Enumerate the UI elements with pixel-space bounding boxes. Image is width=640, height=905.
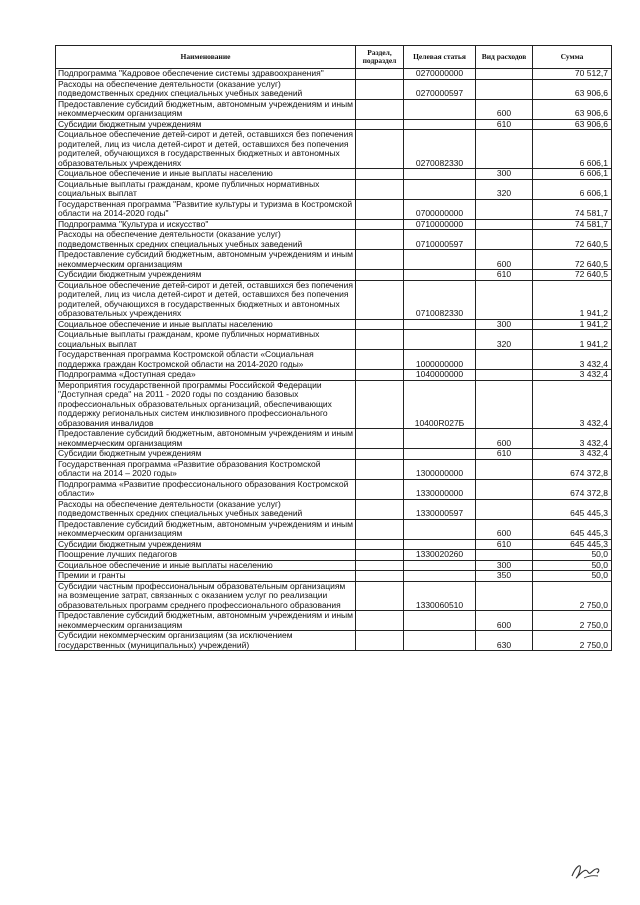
cell-sec	[356, 611, 404, 631]
cell-name: Государственная программа "Развитие культуры и туризма в Костромской области на 2014-2020 годы"	[56, 199, 356, 219]
cell-name: Субсидии бюджетным учреждениям	[56, 449, 356, 460]
table-row	[56, 69, 612, 80]
cell-name: Социальные выплаты гражданам, кроме публичных нормативных социальных выплат	[56, 330, 356, 350]
signature-mark	[566, 856, 606, 886]
table-row	[56, 79, 612, 99]
cell-name: Государственная программа Костромской области «Социальная поддержка граждан Костромской области на 2014-2020 годы»	[56, 350, 356, 370]
cell-vid: 610	[476, 119, 533, 130]
table-row	[56, 250, 612, 270]
cell-art: 0270000000	[404, 69, 476, 80]
cell-sum: 2 750,0	[533, 581, 612, 611]
cell-sum: 74 581,7	[533, 219, 612, 230]
cell-art: 10400R027Б	[404, 380, 476, 429]
cell-sec	[356, 631, 404, 651]
cell-vid	[476, 199, 533, 219]
cell-sec	[356, 270, 404, 281]
cell-vid	[476, 280, 533, 319]
cell-vid	[476, 459, 533, 479]
cell-sum: 6 606,1	[533, 130, 612, 169]
cell-sum: 50,0	[533, 571, 612, 582]
cell-art	[404, 631, 476, 651]
cell-art	[404, 319, 476, 330]
cell-name: Подпрограмма «Развитие профессионального образования Костромской области»	[56, 479, 356, 499]
cell-vid: 350	[476, 571, 533, 582]
cell-sec	[356, 581, 404, 611]
table-row	[56, 571, 612, 582]
table-row	[56, 219, 612, 230]
cell-name: Социальное обеспечение детей-сирот и детей, оставшихся без попечения родителей, лиц из числа детей-сирот и детей, оставшихся без попечения родителей, обучающихся в государственных бюджетных и автономных образовательных учреждениях	[56, 130, 356, 169]
cell-art: 0710000000	[404, 219, 476, 230]
table-row	[56, 270, 612, 281]
cell-sum: 645 445,3	[533, 539, 612, 550]
cell-art: 1330020260	[404, 550, 476, 561]
cell-name: Предоставление субсидий бюджетным, автономным учреждениям и иным некоммерческим организациям	[56, 611, 356, 631]
cell-sec	[356, 179, 404, 199]
table-row	[56, 179, 612, 199]
table-row	[56, 169, 612, 180]
cell-art: 0710082330	[404, 280, 476, 319]
cell-sec	[356, 230, 404, 250]
cell-vid: 300	[476, 560, 533, 571]
cell-vid: 610	[476, 539, 533, 550]
cell-sec	[356, 250, 404, 270]
cell-sec	[356, 130, 404, 169]
cell-art: 1000000000	[404, 350, 476, 370]
cell-name: Подпрограмма «Доступная среда»	[56, 370, 356, 381]
cell-vid: 300	[476, 319, 533, 330]
cell-sec	[356, 280, 404, 319]
cell-sec	[356, 459, 404, 479]
cell-vid	[476, 499, 533, 519]
cell-sec	[356, 429, 404, 449]
cell-art: 1300000000	[404, 459, 476, 479]
cell-sum: 72 640,5	[533, 230, 612, 250]
cell-sum: 2 750,0	[533, 611, 612, 631]
table-row	[56, 611, 612, 631]
table-body	[56, 69, 612, 651]
cell-name: Подпрограмма "Кадровое обеспечение системы здравоохранения"	[56, 69, 356, 80]
cell-vid	[476, 550, 533, 561]
cell-art: 1330060510	[404, 581, 476, 611]
cell-name: Предоставление субсидий бюджетным, автономным учреждениям и иным некоммерческим организациям	[56, 250, 356, 270]
table-row	[56, 449, 612, 460]
cell-sum: 72 640,5	[533, 250, 612, 270]
cell-vid	[476, 581, 533, 611]
cell-name: Социальное обеспечение и иные выплаты населению	[56, 319, 356, 330]
header-section: Раздел, подраздел	[356, 46, 404, 69]
cell-sec	[356, 350, 404, 370]
cell-sum: 74 581,7	[533, 199, 612, 219]
table-row	[56, 370, 612, 381]
cell-sec	[356, 449, 404, 460]
table-row	[56, 581, 612, 611]
cell-sec	[356, 370, 404, 381]
cell-vid: 600	[476, 519, 533, 539]
cell-sec	[356, 519, 404, 539]
cell-art: 0700000000	[404, 199, 476, 219]
document-sheet	[55, 45, 611, 651]
cell-sum: 63 906,6	[533, 99, 612, 119]
cell-vid	[476, 230, 533, 250]
table-row	[56, 539, 612, 550]
table-row	[56, 130, 612, 169]
cell-name: Поощрение лучших педагогов	[56, 550, 356, 561]
cell-sum: 6 606,1	[533, 169, 612, 180]
cell-art: 0270000597	[404, 79, 476, 99]
cell-sec	[356, 69, 404, 80]
cell-sum: 3 432,4	[533, 380, 612, 429]
cell-name: Субсидии бюджетным учреждениям	[56, 119, 356, 130]
table-row	[56, 280, 612, 319]
cell-sec	[356, 330, 404, 350]
cell-art: 1330000000	[404, 479, 476, 499]
cell-art: 0270082330	[404, 130, 476, 169]
table-header-row	[56, 46, 612, 69]
table-row	[56, 99, 612, 119]
cell-sum: 674 372,8	[533, 459, 612, 479]
cell-art	[404, 169, 476, 180]
budget-table	[55, 45, 612, 651]
cell-art: 1040000000	[404, 370, 476, 381]
table-row	[56, 560, 612, 571]
table-row	[56, 119, 612, 130]
cell-sec	[356, 550, 404, 561]
cell-sum: 70 512,7	[533, 69, 612, 80]
cell-vid: 610	[476, 449, 533, 460]
cell-vid	[476, 69, 533, 80]
header-type: Вид расходов	[476, 46, 533, 69]
cell-art: 1330000597	[404, 499, 476, 519]
cell-name: Подпрограмма "Культура и искусство"	[56, 219, 356, 230]
cell-sec	[356, 479, 404, 499]
header-name: Наименование	[56, 46, 356, 69]
cell-vid: 320	[476, 179, 533, 199]
cell-name: Субсидии некоммерческим организациям (за исключением государственных (муниципальных) учреждений)	[56, 631, 356, 651]
cell-vid: 600	[476, 611, 533, 631]
cell-vid	[476, 219, 533, 230]
cell-sum: 72 640,5	[533, 270, 612, 281]
cell-name: Предоставление субсидий бюджетным, автономным учреждениям и иным некоммерческим организациям	[56, 429, 356, 449]
header-article: Целевая статья	[404, 46, 476, 69]
cell-vid: 600	[476, 99, 533, 119]
header-sum: Сумма	[533, 46, 612, 69]
cell-name: Предоставление субсидий бюджетным, автономным учреждениям и иным некоммерческим организациям	[56, 99, 356, 119]
cell-name: Субсидии бюджетным учреждениям	[56, 539, 356, 550]
cell-sec	[356, 499, 404, 519]
table-row	[56, 319, 612, 330]
cell-vid	[476, 350, 533, 370]
cell-sec	[356, 380, 404, 429]
cell-vid	[476, 79, 533, 99]
table-row	[56, 429, 612, 449]
cell-art	[404, 270, 476, 281]
cell-vid	[476, 479, 533, 499]
cell-art: 0710000597	[404, 230, 476, 250]
cell-sec	[356, 199, 404, 219]
cell-sum: 3 432,4	[533, 429, 612, 449]
cell-name: Субсидии частным профессиональным образовательным организациям на возмещение затрат, связанных с оказанием услуг по реализации образовательных программ среднего профессионального образования	[56, 581, 356, 611]
cell-name: Государственная программа «Развитие образования Костромской области на 2014 – 2020 годы»	[56, 459, 356, 479]
cell-sum: 1 941,2	[533, 330, 612, 350]
cell-vid: 610	[476, 270, 533, 281]
table-row	[56, 479, 612, 499]
table-row	[56, 350, 612, 370]
cell-vid	[476, 370, 533, 381]
cell-art	[404, 449, 476, 460]
cell-vid: 320	[476, 330, 533, 350]
cell-sec	[356, 99, 404, 119]
cell-vid: 300	[476, 169, 533, 180]
cell-sum: 645 445,3	[533, 519, 612, 539]
cell-art	[404, 99, 476, 119]
cell-sum: 674 372,8	[533, 479, 612, 499]
cell-sec	[356, 571, 404, 582]
table-row	[56, 519, 612, 539]
cell-art	[404, 611, 476, 631]
cell-vid	[476, 380, 533, 429]
cell-sum: 63 906,6	[533, 119, 612, 130]
cell-art	[404, 429, 476, 449]
cell-name: Расходы на обеспечение деятельности (оказание услуг) подведомственных средних специальных учебных заведений	[56, 499, 356, 519]
cell-sec	[356, 219, 404, 230]
table-row	[56, 380, 612, 429]
cell-name: Предоставление субсидий бюджетным, автономным учреждениям и иным некоммерческим организациям	[56, 519, 356, 539]
cell-name: Расходы на обеспечение деятельности (оказание услуг) подведомственных средних специальных учебных заведений	[56, 79, 356, 99]
cell-vid: 600	[476, 429, 533, 449]
cell-sum: 50,0	[533, 550, 612, 561]
cell-name: Премии и гранты	[56, 571, 356, 582]
cell-name: Мероприятия государственной программы Российской Федерации "Доступная среда" на 2011 - 2020 годы по созданию базовых профессиональных образовательных организаций, обеспечивающих поддержку региональных систем инклюзивного профессионального образования инвалидов	[56, 380, 356, 429]
cell-sum: 3 432,4	[533, 449, 612, 460]
cell-sec	[356, 539, 404, 550]
cell-sum: 2 750,0	[533, 631, 612, 651]
cell-sum: 1 941,2	[533, 319, 612, 330]
cell-art	[404, 539, 476, 550]
cell-art	[404, 330, 476, 350]
cell-name: Социальные выплаты гражданам, кроме публичных нормативных социальных выплат	[56, 179, 356, 199]
table-row	[56, 631, 612, 651]
cell-sum: 50,0	[533, 560, 612, 571]
cell-art	[404, 519, 476, 539]
table-row	[56, 459, 612, 479]
cell-sum: 1 941,2	[533, 280, 612, 319]
cell-art	[404, 119, 476, 130]
cell-art	[404, 560, 476, 571]
cell-vid: 600	[476, 250, 533, 270]
table-row	[56, 499, 612, 519]
cell-name: Социальное обеспечение и иные выплаты населению	[56, 169, 356, 180]
cell-sum: 3 432,4	[533, 370, 612, 381]
table-row	[56, 230, 612, 250]
cell-sum: 6 606,1	[533, 179, 612, 199]
cell-name: Расходы на обеспечение деятельности (оказание услуг) подведомственных средних специальных учебных заведений	[56, 230, 356, 250]
cell-art	[404, 571, 476, 582]
cell-name: Социальное обеспечение детей-сирот и детей, оставшихся без попечения родителей, лиц из числа детей-сирот и детей, оставшихся без попечения родителей, обучающихся в государственных бюджетных и автономных образовательных учреждениях	[56, 280, 356, 319]
cell-sec	[356, 560, 404, 571]
cell-sum: 63 906,6	[533, 79, 612, 99]
cell-vid: 630	[476, 631, 533, 651]
table-row	[56, 550, 612, 561]
cell-sum: 3 432,4	[533, 350, 612, 370]
cell-sec	[356, 119, 404, 130]
table-row	[56, 199, 612, 219]
cell-sec	[356, 319, 404, 330]
cell-art	[404, 179, 476, 199]
cell-sec	[356, 169, 404, 180]
cell-art	[404, 250, 476, 270]
cell-name: Социальное обеспечение и иные выплаты населению	[56, 560, 356, 571]
cell-name: Субсидии бюджетным учреждениям	[56, 270, 356, 281]
cell-sec	[356, 79, 404, 99]
table-row	[56, 330, 612, 350]
cell-sum: 645 445,3	[533, 499, 612, 519]
cell-vid	[476, 130, 533, 169]
